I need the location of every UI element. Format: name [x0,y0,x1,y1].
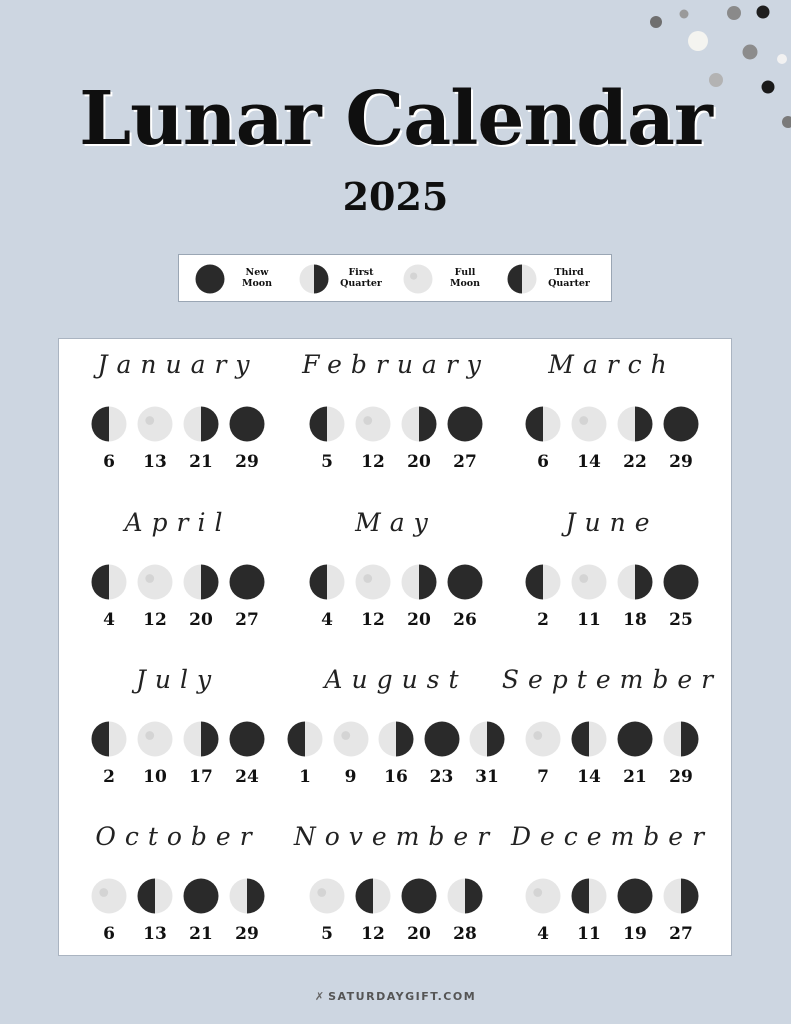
phase-day: 13 [143,924,167,944]
first-quarter-moon-icon [401,564,437,600]
phase-day: 11 [577,610,601,630]
full-moon-icon [333,721,369,757]
first-quarter-moon-icon [617,406,653,442]
phase-day: 20 [189,610,213,630]
month-november [284,821,508,961]
phase-day: 6 [103,452,115,472]
phase-day: 22 [623,452,647,472]
phase-day: 27 [669,924,693,944]
phase-day: 6 [537,452,549,472]
first-quarter-moon-icon [183,564,219,600]
first-quarter-moon-icon [663,878,699,914]
new-moon-icon [183,878,219,914]
new-moon-icon [663,564,699,600]
full-moon-icon [137,564,173,600]
new-moon-icon [401,878,437,914]
month-april [66,507,290,647]
phase-day: 14 [577,452,601,472]
legend-label: Third Quarter [548,267,590,289]
brand-logo-icon: ✗ [314,990,325,1003]
third-quarter-moon-icon [525,564,561,600]
phase-day: 12 [361,610,385,630]
phase-day: 23 [429,767,454,787]
full-moon-icon [571,564,607,600]
third-quarter-moon-icon [91,721,127,757]
phase-day: 18 [623,610,647,630]
first-quarter-moon-icon [447,878,483,914]
third-quarter-moon-icon [571,878,607,914]
legend-label: New Moon [241,267,273,289]
full-moon-icon [403,264,433,294]
phase-day: 27 [235,610,259,630]
phase-day: 12 [361,452,385,472]
phase-day: 29 [669,767,693,787]
phase-day: 5 [321,924,333,944]
first-quarter-moon-icon [299,264,329,294]
month-february [284,349,508,489]
first-quarter-moon-icon [183,721,219,757]
phase-day: 21 [623,767,647,787]
year-heading: 2025 [342,174,449,219]
phase-day: 4 [537,924,549,944]
full-moon-icon [91,878,127,914]
third-quarter-moon-icon [137,878,173,914]
full-moon-icon [355,564,391,600]
phase-day: 21 [189,452,213,472]
phase-day: 21 [189,924,213,944]
month-march [500,349,724,489]
phase-day: 20 [407,924,431,944]
new-moon-icon [229,564,265,600]
month-name: July [135,665,221,694]
month-name: August [324,665,468,694]
phase-day: 17 [189,767,213,787]
full-moon-icon [525,878,561,914]
phase-day: 4 [321,610,333,630]
full-moon-icon [137,406,173,442]
phase-day: 29 [235,924,259,944]
month-july [66,664,290,804]
phase-day: 19 [623,924,647,944]
phase-day: 25 [669,610,693,630]
phase-day: 12 [361,924,385,944]
month-name: November [293,822,499,851]
month-name: March [548,350,676,379]
third-quarter-moon-icon [91,564,127,600]
full-moon-icon [355,406,391,442]
month-may [284,507,508,647]
month-name: October [95,822,261,851]
full-moon-icon [571,406,607,442]
phase-day: 13 [143,452,167,472]
first-quarter-moon-icon [378,721,414,757]
third-quarter-moon-icon [91,406,127,442]
new-moon-icon [447,406,483,442]
new-moon-icon [617,721,653,757]
phase-day: 24 [235,767,259,787]
third-quarter-moon-icon [507,264,537,294]
phase-day: 26 [453,610,477,630]
month-name: May [355,508,437,537]
page-title: Lunar Calendar [79,76,712,162]
third-quarter-moon-icon [571,721,607,757]
new-moon-icon [195,264,225,294]
first-quarter-moon-icon [229,878,265,914]
full-moon-icon [137,721,173,757]
phase-day: 1 [299,767,311,787]
new-moon-icon [424,721,460,757]
phase-day: 29 [669,452,693,472]
first-quarter-moon-icon [401,406,437,442]
month-name: September [501,665,723,694]
third-quarter-moon-icon [287,721,323,757]
phase-day: 31 [475,767,499,787]
third-quarter-moon-icon [355,878,391,914]
third-quarter-moon-icon [525,406,561,442]
month-name: June [565,508,659,537]
phase-day: 20 [407,610,431,630]
new-moon-icon [663,406,699,442]
phase-day: 11 [577,924,601,944]
month-august [284,664,508,804]
phase-day: 27 [453,452,477,472]
footer-brand [0,990,791,1003]
phase-day: 28 [453,924,477,944]
first-quarter-moon-icon [617,564,653,600]
phase-day: 20 [407,452,431,472]
phase-day: 12 [143,610,167,630]
legend-label: Full Moon [449,267,481,289]
first-quarter-moon-icon [183,406,219,442]
month-name: December [510,822,714,851]
phase-day: 7 [537,767,549,787]
month-name: January [97,350,259,379]
legend-label: First Quarter [340,267,382,289]
footer-brand-text: SATURDAYGIFT.COM [328,990,477,1003]
new-moon-icon [447,564,483,600]
month-january [66,349,290,489]
month-september [500,664,724,804]
full-moon-icon [525,721,561,757]
month-name: February [302,350,490,379]
month-name: April [124,508,232,537]
third-quarter-moon-icon [309,406,345,442]
month-june [500,507,724,647]
phase-day: 2 [537,610,549,630]
phase-day: 5 [321,452,333,472]
first-quarter-moon-icon [663,721,699,757]
month-december [500,821,724,961]
new-moon-icon [617,878,653,914]
phase-legend [178,254,612,302]
new-moon-icon [229,406,265,442]
third-quarter-moon-icon [309,564,345,600]
phase-day: 29 [235,452,259,472]
phase-day: 10 [143,767,167,787]
phase-day: 14 [577,767,601,787]
phase-day: 9 [344,767,357,787]
new-moon-icon [229,721,265,757]
phase-day: 2 [103,767,115,787]
full-moon-icon [309,878,345,914]
month-october [66,821,290,961]
calendar-panel [58,338,732,956]
phase-day: 6 [103,924,115,944]
phase-day: 4 [103,610,115,630]
phase-day: 16 [384,767,408,787]
